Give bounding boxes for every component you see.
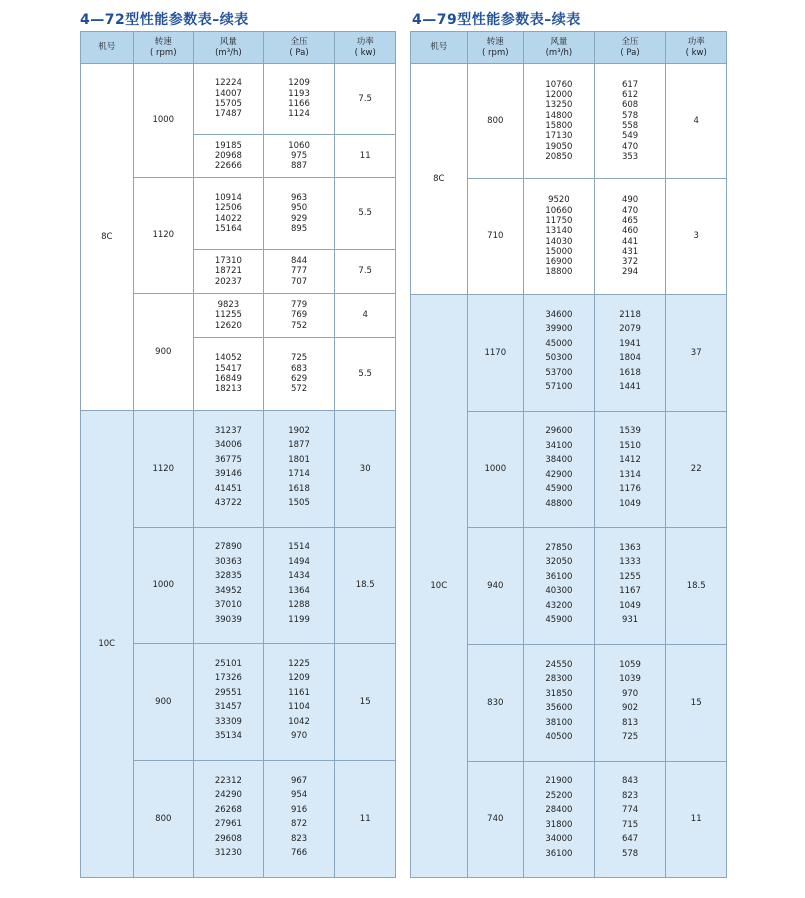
flow-value: 32050 bbox=[545, 557, 573, 567]
pressure-value: 1104 bbox=[288, 702, 310, 712]
pressure-value: 617 bbox=[621, 79, 639, 90]
pressure-value: 629 bbox=[290, 374, 308, 384]
speed-cell: 710 bbox=[467, 179, 524, 295]
flow-value: 14007 bbox=[214, 88, 242, 99]
flow-value: 26268 bbox=[214, 804, 242, 815]
speed-cell: 800 bbox=[133, 761, 194, 878]
pressure-value: 779 bbox=[290, 300, 308, 311]
pressure-value: 725 bbox=[290, 353, 308, 364]
flow-value: 15417 bbox=[214, 363, 242, 374]
pressure-value: 1288 bbox=[288, 600, 310, 610]
header-flow bbox=[524, 32, 595, 64]
power-cell: 11 bbox=[666, 762, 727, 878]
header-speed bbox=[133, 32, 194, 64]
pressure-value: 608 bbox=[621, 100, 639, 111]
pressure-cell bbox=[594, 64, 666, 179]
flow-value: 39900 bbox=[545, 324, 573, 334]
flow-value: 14800 bbox=[545, 110, 573, 121]
pressure-value: 777 bbox=[290, 266, 308, 277]
table-row bbox=[411, 295, 727, 412]
left-table-panel bbox=[80, 31, 396, 878]
pressure-cell bbox=[594, 645, 666, 762]
flow-value: 12224 bbox=[214, 78, 242, 89]
power-cell: 30 bbox=[335, 411, 396, 528]
flow-value: 32835 bbox=[214, 571, 242, 581]
table-row bbox=[81, 64, 396, 135]
flow-value: 14022 bbox=[214, 213, 242, 224]
pressure-value: 1804 bbox=[619, 353, 641, 363]
flow-value: 13250 bbox=[545, 100, 573, 111]
pressure-value: 470 bbox=[621, 205, 639, 216]
speed-cell: 830 bbox=[467, 645, 524, 762]
pressure-value: 1167 bbox=[619, 586, 641, 596]
flow-cell bbox=[194, 761, 264, 878]
flow-value: 22666 bbox=[214, 161, 242, 172]
flow-value: 15800 bbox=[545, 121, 573, 131]
flow-value: 18213 bbox=[214, 384, 242, 395]
pressure-cell bbox=[263, 294, 335, 338]
pressure-cell bbox=[263, 135, 335, 178]
pressure-value: 929 bbox=[290, 213, 308, 224]
header-flow-line: (m³/h) bbox=[215, 47, 242, 58]
flow-cell bbox=[194, 528, 264, 644]
flow-value: 36775 bbox=[214, 454, 242, 465]
header-row bbox=[411, 32, 727, 64]
header-power bbox=[666, 32, 727, 64]
pressure-value: 1176 bbox=[619, 484, 641, 494]
flow-value: 19050 bbox=[545, 141, 573, 152]
flow-value: 19185 bbox=[214, 140, 242, 151]
pressure-value: 725 bbox=[621, 732, 639, 742]
header-power-line: ( kw) bbox=[685, 47, 707, 58]
flow-value: 43200 bbox=[545, 600, 573, 611]
pressure-value: 823 bbox=[290, 833, 308, 844]
flow-value: 34000 bbox=[545, 834, 573, 844]
flow-value: 50300 bbox=[545, 353, 573, 363]
pressure-value: 470 bbox=[621, 141, 639, 152]
pressure-value: 1209 bbox=[288, 78, 310, 89]
flow-value: 12506 bbox=[214, 203, 242, 214]
header-pressure-line: 全压 bbox=[621, 36, 639, 47]
header-speed-line: 转速 bbox=[154, 36, 172, 47]
pressure-value: 902 bbox=[621, 703, 639, 713]
pressure-cell bbox=[263, 411, 335, 528]
pressure-value: 1494 bbox=[288, 556, 310, 567]
flow-value: 11750 bbox=[545, 215, 573, 226]
flow-value: 18800 bbox=[545, 267, 573, 278]
pressure-value: 963 bbox=[290, 192, 308, 203]
power-cell: 18.5 bbox=[335, 528, 396, 644]
header-row bbox=[81, 32, 396, 64]
speed-cell: 740 bbox=[467, 762, 524, 878]
flow-value: 33309 bbox=[214, 716, 242, 727]
flow-value: 31850 bbox=[545, 688, 573, 699]
flow-value: 57100 bbox=[545, 382, 573, 392]
flow-value: 17310 bbox=[214, 256, 242, 267]
pressure-value: 2079 bbox=[619, 324, 641, 334]
speed-cell: 1000 bbox=[133, 64, 194, 178]
header-speed-line: ( rpm) bbox=[482, 47, 509, 58]
pressure-value: 1539 bbox=[619, 426, 641, 436]
pressure-value: 1434 bbox=[288, 571, 310, 581]
pressure-value: 1199 bbox=[288, 614, 310, 625]
flow-value: 10760 bbox=[545, 79, 573, 90]
pressure-value: 931 bbox=[621, 615, 639, 625]
flow-value: 9823 bbox=[217, 300, 240, 311]
flow-value: 30363 bbox=[214, 556, 242, 567]
power-cell: 18.5 bbox=[666, 528, 727, 645]
pressure-value: 1505 bbox=[288, 498, 310, 508]
pressure-cell bbox=[594, 762, 666, 878]
flow-value: 22312 bbox=[214, 775, 242, 786]
flow-value: 39146 bbox=[214, 469, 242, 479]
power-cell: 7.5 bbox=[335, 64, 396, 135]
flow-value: 14052 bbox=[214, 353, 242, 364]
flow-value: 12000 bbox=[545, 90, 573, 101]
flow-value: 48800 bbox=[545, 498, 573, 509]
flow-value: 38400 bbox=[545, 455, 573, 465]
pressure-value: 1166 bbox=[288, 99, 310, 109]
header-power-line: ( kw) bbox=[354, 47, 376, 58]
flow-value: 34006 bbox=[214, 440, 242, 450]
flow-value: 21900 bbox=[545, 776, 573, 786]
flow-value: 28300 bbox=[545, 674, 573, 684]
pressure-value: 2118 bbox=[619, 309, 641, 320]
speed-cell: 940 bbox=[467, 528, 524, 645]
pressure-value: 1225 bbox=[288, 658, 310, 669]
right-table-panel bbox=[410, 31, 727, 878]
pressure-value: 1363 bbox=[619, 542, 641, 553]
flow-value: 10914 bbox=[214, 192, 242, 203]
pressure-value: 294 bbox=[621, 267, 639, 278]
flow-value: 24290 bbox=[214, 790, 242, 800]
pressure-value: 1255 bbox=[619, 571, 641, 582]
left-performance-table bbox=[80, 31, 396, 878]
pressure-value: 769 bbox=[290, 310, 308, 321]
pressure-value: 683 bbox=[290, 363, 308, 374]
flow-value: 38100 bbox=[545, 717, 573, 728]
flow-value: 31237 bbox=[214, 425, 242, 436]
pressure-value: 372 bbox=[621, 257, 639, 268]
pressure-value: 715 bbox=[621, 819, 639, 830]
left-table-title: 4—72型性能参数表–续表 bbox=[80, 12, 249, 28]
flow-value: 16900 bbox=[545, 257, 573, 268]
flow-cell bbox=[194, 64, 264, 135]
flow-value: 20968 bbox=[214, 150, 242, 161]
flow-value: 17326 bbox=[214, 673, 242, 683]
flow-value: 41451 bbox=[214, 483, 242, 494]
pressure-value: 612 bbox=[621, 90, 639, 101]
pressure-cell bbox=[594, 528, 666, 645]
power-cell: 11 bbox=[335, 761, 396, 878]
pressure-value: 844 bbox=[290, 256, 308, 267]
speed-cell: 1120 bbox=[133, 178, 194, 294]
speed-cell: 1000 bbox=[467, 412, 524, 528]
right-table-title: 4—79型性能参数表–续表 bbox=[412, 12, 581, 28]
flow-value: 15000 bbox=[545, 246, 573, 257]
flow-value: 28400 bbox=[545, 805, 573, 815]
flow-value: 31457 bbox=[214, 702, 242, 712]
header-flow-line: (m³/h) bbox=[545, 47, 573, 58]
header-pressure bbox=[263, 32, 335, 64]
pressure-value: 490 bbox=[621, 195, 639, 206]
flow-value: 17130 bbox=[545, 131, 573, 142]
flow-value: 17487 bbox=[214, 109, 242, 120]
flow-value: 11255 bbox=[214, 310, 242, 321]
power-cell: 4 bbox=[335, 294, 396, 338]
flow-cell bbox=[524, 64, 595, 179]
flow-value: 35600 bbox=[545, 703, 573, 713]
flow-value: 39039 bbox=[214, 614, 242, 625]
pressure-value: 950 bbox=[290, 203, 308, 214]
power-cell: 22 bbox=[666, 412, 727, 528]
pressure-value: 465 bbox=[621, 215, 639, 226]
pressure-value: 954 bbox=[290, 790, 308, 800]
flow-value: 36100 bbox=[545, 571, 573, 582]
pressure-value: 872 bbox=[290, 819, 308, 829]
pressure-cell bbox=[263, 178, 335, 250]
flow-value: 45900 bbox=[545, 484, 573, 494]
pressure-value: 1161 bbox=[288, 687, 310, 698]
power-cell: 15 bbox=[666, 645, 727, 762]
pressure-value: 1510 bbox=[619, 440, 641, 451]
flow-value: 10660 bbox=[545, 205, 573, 216]
flow-value: 34600 bbox=[545, 309, 573, 320]
flow-value: 27850 bbox=[545, 542, 573, 553]
flow-value: 9520 bbox=[548, 195, 570, 206]
pressure-value: 1941 bbox=[619, 338, 641, 349]
flow-cell bbox=[524, 762, 595, 878]
model-cell: 10C bbox=[411, 295, 468, 878]
header-model: 机号 bbox=[411, 32, 468, 64]
header-speed-line: ( rpm) bbox=[150, 47, 177, 58]
power-cell: 5.5 bbox=[335, 178, 396, 250]
flow-value: 24550 bbox=[545, 659, 573, 670]
pressure-cell bbox=[594, 295, 666, 412]
speed-cell: 900 bbox=[133, 294, 194, 411]
pressure-value: 1049 bbox=[619, 600, 641, 611]
flow-value: 15705 bbox=[214, 99, 242, 109]
pressure-value: 823 bbox=[621, 790, 639, 801]
pressure-value: 1039 bbox=[619, 674, 641, 684]
pressure-value: 967 bbox=[290, 775, 308, 786]
header-pressure-line: 全压 bbox=[290, 36, 308, 47]
flow-value: 13140 bbox=[545, 226, 573, 237]
pressure-value: 916 bbox=[290, 804, 308, 815]
flow-cell bbox=[194, 411, 264, 528]
pressure-value: 549 bbox=[621, 131, 639, 142]
pressure-value: 843 bbox=[621, 776, 639, 786]
header-power-line: 功率 bbox=[356, 36, 374, 47]
power-cell: 37 bbox=[666, 295, 727, 412]
header-speed-line: 转速 bbox=[486, 36, 504, 47]
flow-cell bbox=[524, 179, 595, 295]
pressure-value: 1902 bbox=[288, 425, 310, 436]
flow-value: 29551 bbox=[214, 687, 242, 698]
speed-cell: 1000 bbox=[133, 528, 194, 644]
flow-value: 20850 bbox=[545, 151, 573, 162]
header-flow-line: 风量 bbox=[550, 36, 568, 47]
pressure-value: 1514 bbox=[288, 542, 310, 552]
power-cell: 4 bbox=[666, 64, 727, 179]
pressure-value: 1618 bbox=[619, 367, 641, 378]
model-cell: 8C bbox=[411, 64, 468, 295]
pressure-value: 813 bbox=[621, 717, 639, 728]
flow-value: 31800 bbox=[545, 819, 573, 830]
flow-cell bbox=[194, 338, 264, 411]
flow-value: 20237 bbox=[214, 276, 242, 287]
flow-value: 16849 bbox=[214, 374, 242, 384]
pressure-value: 975 bbox=[290, 150, 308, 161]
pressure-cell bbox=[263, 644, 335, 761]
flow-value: 18721 bbox=[214, 266, 242, 277]
flow-value: 53700 bbox=[545, 367, 573, 378]
pressure-value: 752 bbox=[290, 320, 308, 331]
flow-cell bbox=[524, 295, 595, 412]
header-flow bbox=[194, 32, 264, 64]
pressure-value: 558 bbox=[621, 121, 639, 131]
header-flow-line: 风量 bbox=[219, 36, 237, 47]
pressure-value: 431 bbox=[621, 246, 639, 257]
power-cell: 7.5 bbox=[335, 250, 396, 294]
pressure-value: 460 bbox=[621, 226, 639, 237]
flow-value: 27961 bbox=[214, 819, 242, 829]
flow-value: 14030 bbox=[545, 236, 573, 247]
pressure-value: 1124 bbox=[288, 109, 310, 120]
pressure-value: 707 bbox=[290, 276, 308, 287]
pressure-value: 1059 bbox=[619, 659, 641, 670]
speed-cell: 900 bbox=[133, 644, 194, 761]
speed-cell: 1120 bbox=[133, 411, 194, 528]
pressure-value: 895 bbox=[290, 223, 308, 234]
table-row bbox=[81, 411, 396, 528]
pressure-value: 970 bbox=[621, 688, 639, 699]
model-cell: 8C bbox=[81, 64, 134, 411]
flow-value: 29600 bbox=[545, 426, 573, 436]
header-power-line: 功率 bbox=[687, 36, 705, 47]
pressure-cell bbox=[594, 412, 666, 528]
power-cell: 11 bbox=[335, 135, 396, 178]
pressure-value: 1364 bbox=[288, 585, 310, 596]
flow-value: 27890 bbox=[214, 542, 242, 552]
flow-cell bbox=[194, 250, 264, 294]
flow-cell bbox=[524, 645, 595, 762]
flow-cell bbox=[194, 644, 264, 761]
speed-cell: 1170 bbox=[467, 295, 524, 412]
flow-value: 25101 bbox=[214, 658, 242, 669]
flow-value: 43722 bbox=[214, 498, 242, 508]
power-cell: 3 bbox=[666, 179, 727, 295]
header-power bbox=[335, 32, 396, 64]
flow-value: 29608 bbox=[214, 833, 242, 844]
flow-cell bbox=[524, 528, 595, 645]
pressure-cell bbox=[263, 338, 335, 411]
pressure-cell bbox=[263, 64, 335, 135]
header-pressure-line: ( Pa) bbox=[289, 47, 309, 58]
pressure-value: 647 bbox=[621, 834, 639, 844]
pressure-value: 1877 bbox=[288, 440, 310, 450]
flow-value: 45900 bbox=[545, 615, 573, 625]
flow-value: 37010 bbox=[214, 600, 242, 610]
pressure-value: 1060 bbox=[288, 140, 310, 151]
pressure-value: 572 bbox=[290, 384, 308, 395]
pressure-value: 1193 bbox=[288, 88, 310, 99]
flow-value: 25200 bbox=[545, 790, 573, 801]
pressure-value: 1801 bbox=[288, 454, 310, 465]
header-speed bbox=[467, 32, 524, 64]
pressure-cell bbox=[263, 528, 335, 644]
pressure-value: 1618 bbox=[288, 483, 310, 494]
flow-value: 34100 bbox=[545, 440, 573, 451]
header-pressure bbox=[594, 32, 666, 64]
speed-cell: 800 bbox=[467, 64, 524, 179]
pressure-value: 1714 bbox=[288, 469, 310, 479]
header-model: 机号 bbox=[81, 32, 134, 64]
pressure-cell bbox=[263, 250, 335, 294]
pressure-value: 766 bbox=[290, 848, 308, 858]
pressure-value: 1333 bbox=[619, 557, 641, 567]
pressure-value: 1441 bbox=[619, 382, 641, 392]
flow-value: 42900 bbox=[545, 469, 573, 480]
power-cell: 15 bbox=[335, 644, 396, 761]
table-row bbox=[411, 64, 727, 179]
pressure-value: 1314 bbox=[619, 469, 641, 480]
flow-cell bbox=[194, 178, 264, 250]
flow-value: 36100 bbox=[545, 848, 573, 859]
flow-cell bbox=[194, 135, 264, 178]
header-pressure-line: ( Pa) bbox=[620, 47, 640, 58]
flow-value: 40300 bbox=[545, 586, 573, 596]
flow-value: 45000 bbox=[545, 338, 573, 349]
pressure-value: 887 bbox=[290, 161, 308, 172]
flow-cell bbox=[194, 294, 264, 338]
flow-value: 40500 bbox=[545, 732, 573, 742]
pressure-value: 1209 bbox=[288, 673, 310, 683]
flow-value: 35134 bbox=[214, 731, 242, 741]
pressure-value: 1412 bbox=[619, 455, 641, 465]
power-cell: 5.5 bbox=[335, 338, 396, 411]
pressure-value: 353 bbox=[621, 151, 639, 162]
pressure-value: 1042 bbox=[288, 716, 310, 727]
right-performance-table bbox=[410, 31, 727, 878]
flow-cell bbox=[524, 412, 595, 528]
pressure-cell bbox=[594, 179, 666, 295]
pressure-value: 774 bbox=[621, 805, 639, 815]
pressure-value: 578 bbox=[621, 110, 639, 121]
flow-value: 15164 bbox=[214, 223, 242, 234]
flow-value: 12620 bbox=[214, 320, 242, 331]
pressure-value: 970 bbox=[290, 731, 308, 741]
model-cell: 10C bbox=[81, 411, 134, 878]
pressure-cell bbox=[263, 761, 335, 878]
flow-value: 34952 bbox=[214, 585, 242, 596]
flow-value: 31230 bbox=[214, 848, 242, 858]
pressure-value: 441 bbox=[621, 236, 639, 247]
pressure-value: 578 bbox=[621, 848, 639, 859]
pressure-value: 1049 bbox=[619, 498, 641, 509]
